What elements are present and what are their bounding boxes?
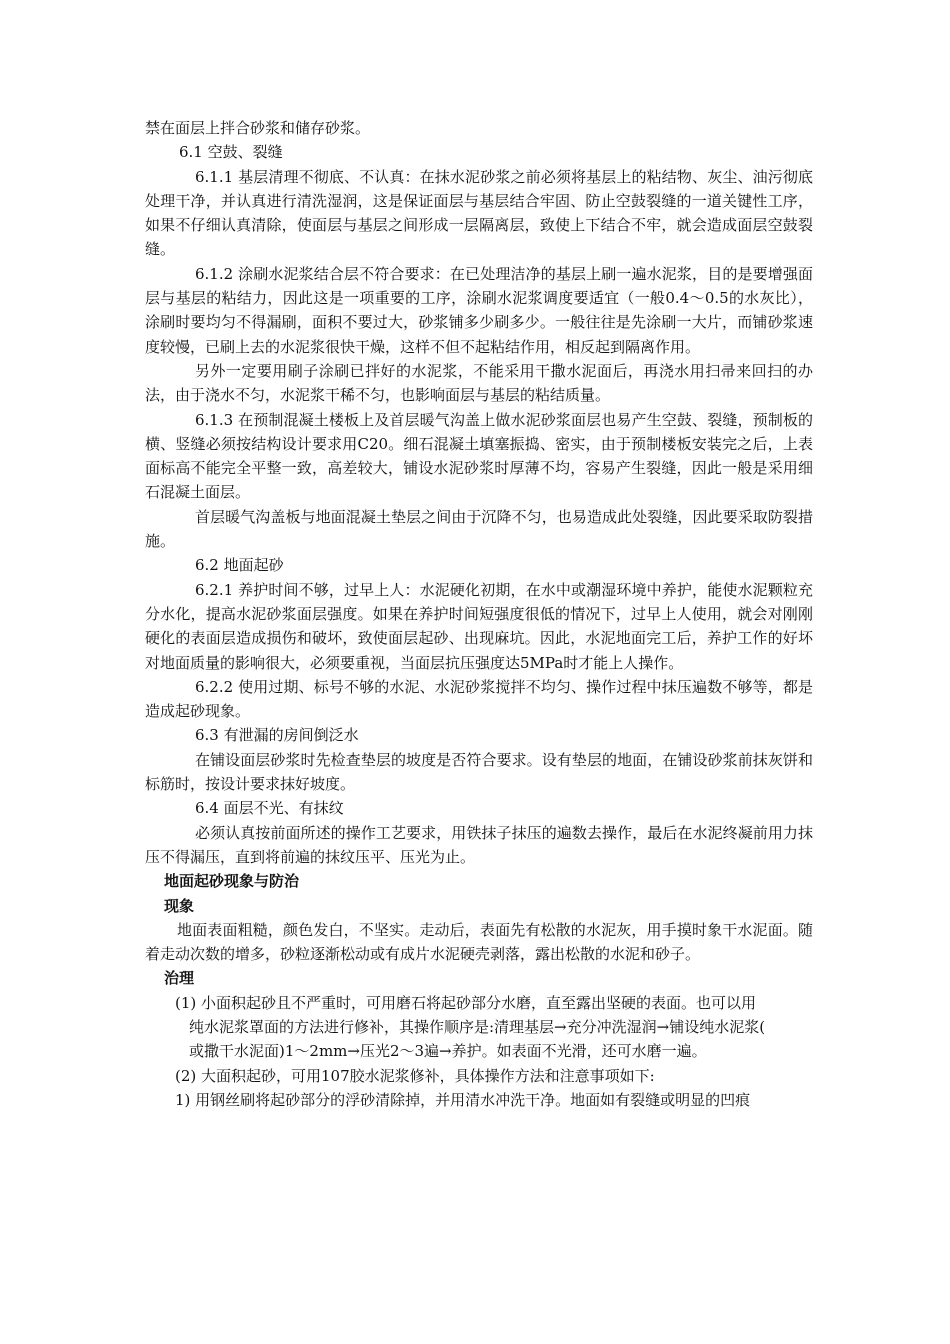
list-item-1-continued: 纯水泥浆罩面的方法进行修补，其操作顺序是:清理基层→充分冲洗湿润→铺设纯水泥浆(	[189, 1017, 766, 1036]
paragraph-6-3: 在铺设面层砂浆时先检查垫层的坡度是否符合要求。设有垫层的地面，在铺设砂浆前抹灰饼和标筋时，按设计要求抹好坡度。	[145, 750, 813, 794]
section-heading-6-2: 6.2 地面起砂	[195, 556, 284, 575]
paragraph-6-2-2: 6.2.2 使用过期、标号不够的水泥、水泥砂浆搅拌不均匀、操作过程中抹压遍数不够等，都是造成起砂现象。	[145, 677, 813, 721]
section-heading-6-1: 6.1 空鼓、裂缝	[179, 143, 283, 162]
list-item-1-continued-2: 或撒干水泥面)1～2mm→压光2～3遍→养护。如表面不光滑，还可水磨一遍。	[189, 1042, 707, 1061]
heading-treatment: 治理	[164, 969, 195, 988]
paragraph-continuation: 禁在面层上拌合砂浆和储存砂浆。	[145, 119, 371, 137]
paragraph-6-1-1: 6.1.1 基层清理不彻底、不认真：在抹水泥砂浆之前必须将基层上的粘结物、灰尘、油污彻底处理干净，并认真进行清洗湿润，这是保证面层与基层结合牢固、防止空鼓裂缝的一道关键性工序，如果不仔细认真清除，使面层与基层之间形成一层隔离层，致使上下结合不牢，就会造成面层空鼓裂缝。	[145, 167, 813, 259]
list-item-1: (1) 小面积起砂且不严重时，可用磨石将起砂部分水磨，直至露出坚硬的表面。也可以用	[175, 993, 757, 1012]
list-item-2: (2) 大面积起砂，可用107胶水泥浆修补，具体操作方法和注意事项如下:	[175, 1066, 655, 1085]
paragraph-6-1-2-note: 另外一定要用刷子涂刷已拌好的水泥浆，不能采用干撒水泥面后，再浇水用扫帚来回扫的办法，由于浇水不匀，水泥浆干稀不匀，也影响面层与基层的粘结质量。	[145, 361, 813, 405]
heading-sanding: 地面起砂现象与防治	[164, 872, 300, 891]
section-heading-6-4: 6.4 面层不光、有抹纹	[195, 799, 344, 818]
paragraph-6-1-2: 6.1.2 涂刷水泥浆结合层不符合要求：在已处理洁净的基层上刷一遍水泥浆，目的是要增强面层与基层的粘结力，因此这是一项重要的工序，涂刷水泥浆调度要适宜（一般0.4～0.5的水灰比），涂刷时要均匀不得漏刷，面积不要过大，砂浆铺多少刷多少。一般往往是先涂刷一大片，而铺砂浆速度较慢，已刷上去的水泥浆很快干燥，这样不但不起粘结作用，相反起到隔离作用。	[145, 264, 813, 356]
heading-phenomenon: 现象	[164, 896, 195, 915]
paragraph-6-4: 必须认真按前面所述的操作工艺要求，用铁抹子抹压的遍数去操作，最后在水泥终凝前用力抹压不得漏压，直到将前遍的抹纹压平、压光为止。	[145, 823, 813, 866]
list-item-2-1: 1) 用钢丝刷将起砂部分的浮砂清除掉，并用清水冲洗干净。地面如有裂缝或明显的凹痕	[175, 1090, 751, 1109]
paragraph-6-1-3-note: 首层暖气沟盖板与地面混凝土垫层之间由于沉降不匀，也易造成此处裂缝，因此要采取防裂措施。	[145, 507, 813, 551]
document-page	[145, 116, 813, 1112]
section-heading-6-3: 6.3 有泄漏的房间倒泛水	[195, 726, 359, 745]
paragraph-6-2-1: 6.2.1 养护时间不够，过早上人：水泥硬化初期，在水中或潮湿环境中养护，能使水泥颗粒充分水化，提高水泥砂浆面层强度。如果在养护时间短强度很低的情况下，过早上人使用，就会对刚刚硬化的表面层造成损伤和破坏，致使面层起砂、出现麻坑。因此，水泥地面完工后，养护工作的好坏对地面质量的影响很大，必须要重视，当面层抗压强度达5MPa时才能上人操作。	[145, 580, 813, 672]
paragraph-6-1-3: 6.1.3 在预制混凝土楼板上及首层暖气沟盖上做水泥砂浆面层也易产生空鼓、裂缝，预制板的横、竖缝必须按结构设计要求用C20。细石混凝土填塞振捣、密实，由于预制楼板安装完之后，上表面标高不能完全平整一致，高差较大，铺设水泥砂浆时厚薄不均，容易产生裂缝，因此一般是采用细石混凝土面层。	[145, 410, 813, 502]
paragraph-phenomenon: 地面表面粗糙，颜色发白，不坚实。走动后，表面先有松散的水泥灰，用手摸时象干水泥面。随着走动次数的增多，砂粒逐渐松动或有成片水泥硬壳剥落，露出松散的水泥和砂子。	[145, 920, 813, 964]
